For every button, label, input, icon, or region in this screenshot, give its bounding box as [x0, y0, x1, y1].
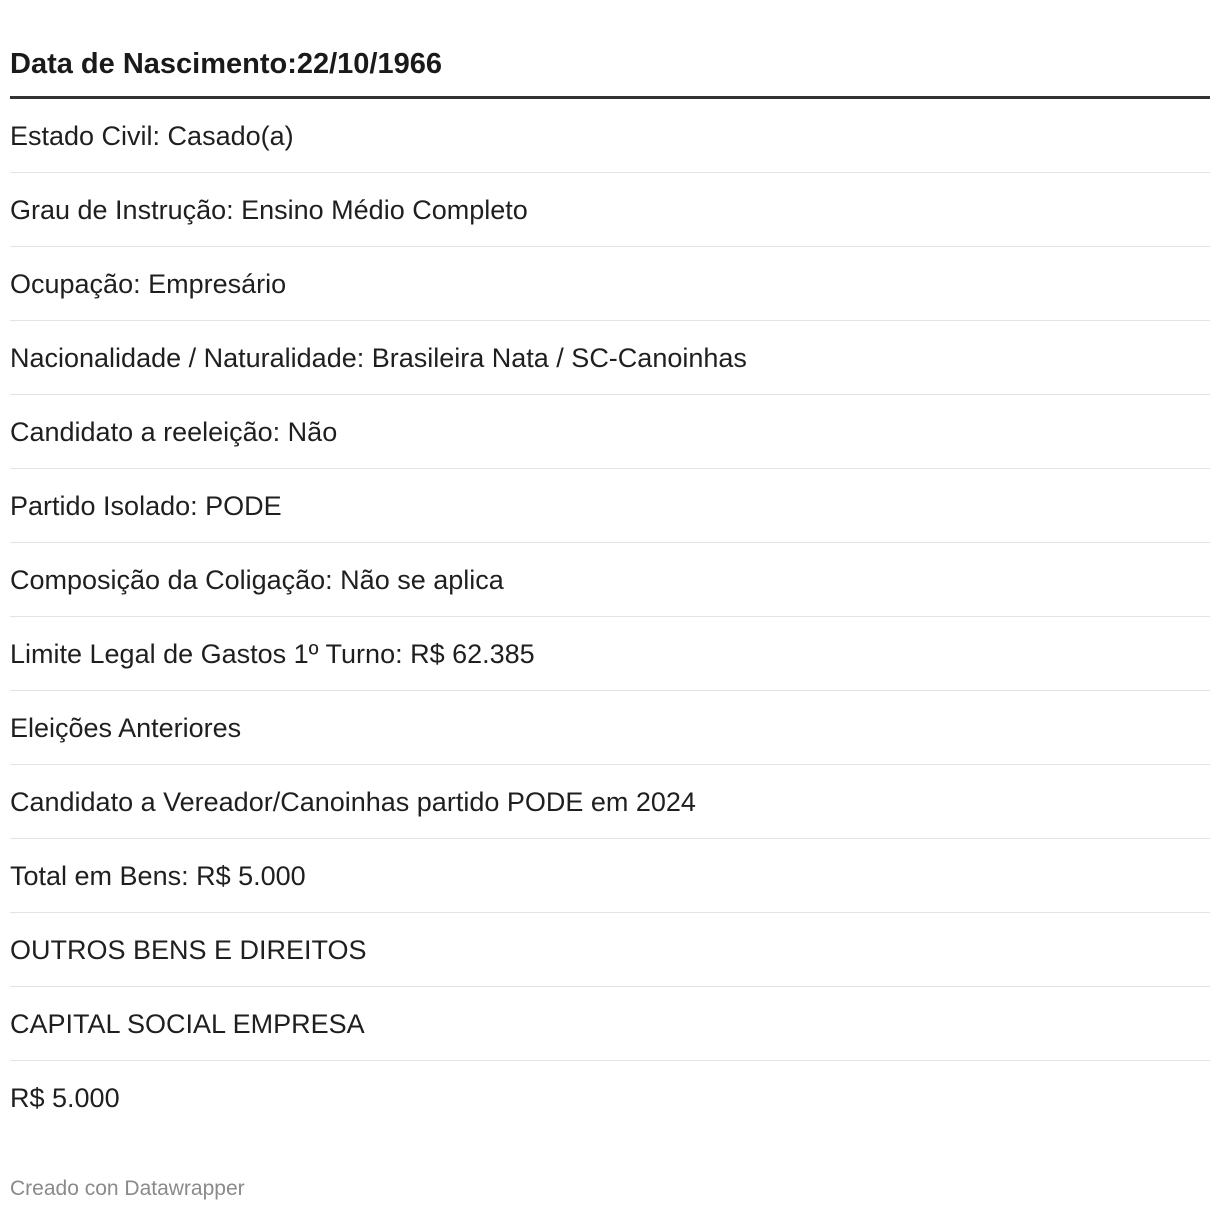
- table-row: [10, 839, 1210, 913]
- datawrapper-credit: Creado con Datawrapper: [10, 1177, 245, 1200]
- row-text: R$ 5.000: [10, 1083, 120, 1113]
- table-row: [10, 543, 1210, 617]
- table-row: [10, 173, 1210, 247]
- row-text: Composição da Coligação: Não se aplica: [10, 565, 504, 595]
- table-row: [10, 987, 1210, 1061]
- table-row: [10, 247, 1210, 321]
- row-text: Candidato a reeleição: Não: [10, 417, 338, 447]
- table-header: [10, 0, 1210, 99]
- table-row: [10, 765, 1210, 839]
- row-text: CAPITAL SOCIAL EMPRESA: [10, 1009, 365, 1039]
- row-text: Nacionalidade / Naturalidade: Brasileira Nata / SC-Canoinhas: [10, 343, 747, 373]
- row-text: Partido Isolado: PODE: [10, 491, 282, 521]
- table-row: [10, 395, 1210, 469]
- row-text: OUTROS BENS E DIREITOS: [10, 935, 367, 965]
- data-table: [10, 0, 1210, 1135]
- row-text: Estado Civil: Casado(a): [10, 121, 294, 151]
- row-text: Grau de Instrução: Ensino Médio Completo: [10, 195, 528, 225]
- table-row: [10, 1061, 1210, 1135]
- table-body: [10, 99, 1210, 1135]
- table-row: [10, 99, 1210, 173]
- table-row: [10, 691, 1210, 765]
- table-row: [10, 617, 1210, 691]
- row-text: Limite Legal de Gastos 1º Turno: R$ 62.385: [10, 639, 535, 669]
- row-text: Candidato a Vereador/Canoinhas partido PODE em 2024: [10, 787, 696, 817]
- table-row: [10, 469, 1210, 543]
- row-text: Eleições Anteriores: [10, 713, 242, 743]
- table-row: [10, 913, 1210, 987]
- table-row: [10, 321, 1210, 395]
- header-title: Data de Nascimento:22/10/1966: [10, 48, 442, 80]
- row-text: Ocupação: Empresário: [10, 269, 287, 299]
- row-text: Total em Bens: R$ 5.000: [10, 861, 306, 891]
